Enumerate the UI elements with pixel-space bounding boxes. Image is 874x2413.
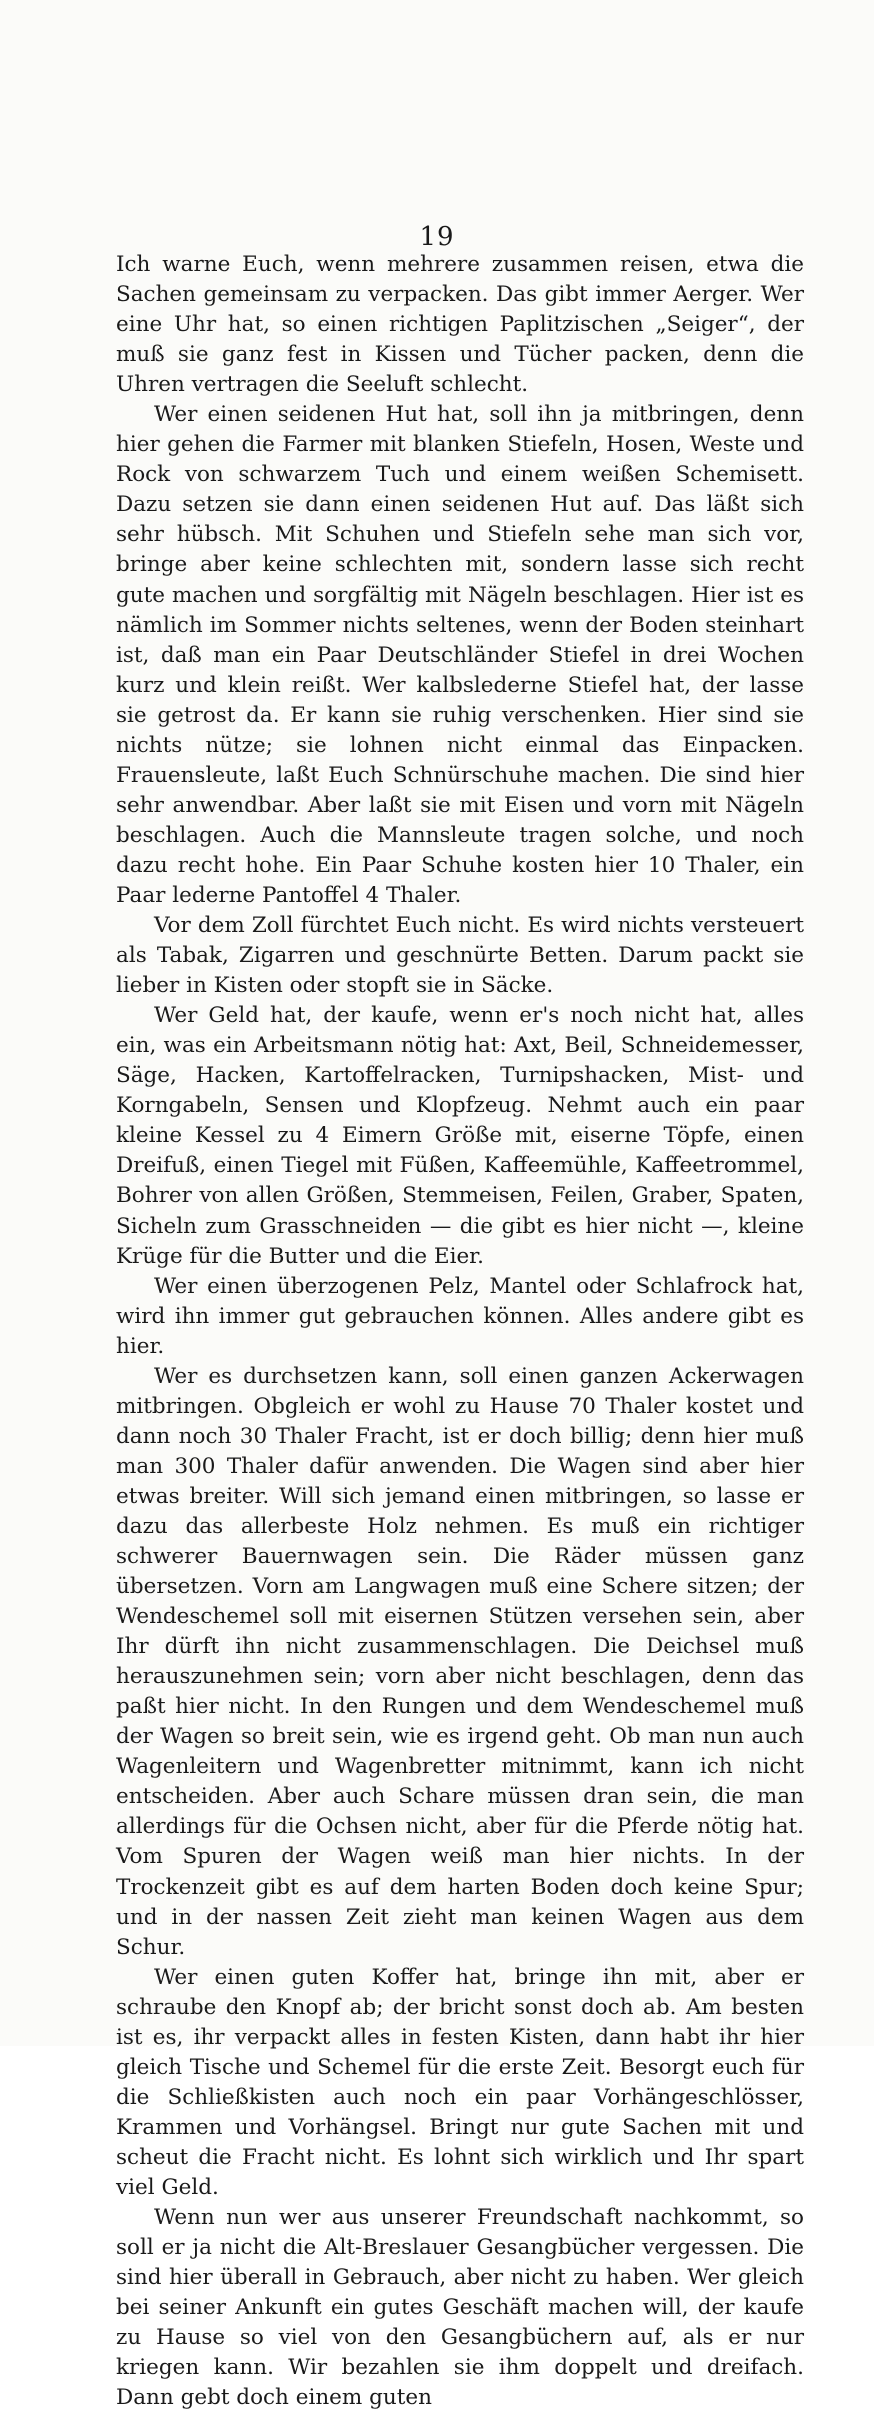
body-text bbox=[116, 250, 804, 2413]
paragraph-watch-warning: Ich warne Euch, wenn mehrere zusammen reisen, etwa die Sachen gemeinsam zu verpacken. Das gibt immer Aerger. Wer eine Uhr hat, so einen richtigen Paplitzischen „Seiger“, der muß sie ganz fest in Kissen und Tücher packen, denn die Uhren vertragen die Seeluft schlecht. bbox=[116, 252, 804, 398]
page-number: 19 bbox=[419, 222, 455, 252]
paragraph-hat-and-boots: Wer einen seidenen Hut hat, soll ihn ja mitbringen, denn hier gehen die Farmer mit blanken Stiefeln, Hosen, Weste und Rock von schwarzem Tuch und einem weißen Schemisett. Dazu setzen sie dann einen seidenen Hut auf. Das läßt sich sehr hübsch. Mit Schuhen und Stiefeln sehe man sich vor, bringe aber keine schlechten mit, sondern lasse sich recht gute machen und sorgfältig mit Nägeln beschlagen. Hier ist es nämlich im Sommer nichts seltenes, wenn der Boden steinhart ist, daß man ein Paar Deutschländer Stiefel in drei Wochen kurz und klein reißt. Wer kalbslederne Stiefel hat, der lasse sie getrost da. Er kann sie ruhig verschenken. Hier sind sie nichts nütze; sie lohnen nicht einmal das Einpacken. Frauensleute, laßt Euch Schnürschuhe machen. Die sind hier sehr anwendbar. Aber laßt sie mit Eisen und vorn mit Nägeln beschlagen. Auch die Mannsleute tragen solche, und noch dazu recht hohe. Ein Paar Schuhe kosten hier 10 Thaler, ein Paar lederne Pantoffel 4 Thaler. bbox=[116, 402, 804, 908]
paragraph-wagon: Wer es durchsetzen kann, soll einen ganzen Ackerwagen mitbringen. Obgleich er wohl zu Hause 70 Thaler kostet und dann noch 30 Thaler Fracht, ist er doch billig; denn hier muß man 300 Thaler dafür anwenden. Die Wagen sind aber hier etwas breiter. Will sich jemand einen mitbringen, so lasse er dazu das allerbeste Holz nehmen. Es muß ein richtiger schwerer Bauernwagen sein. Die Räder müssen ganz übersetzen. Vorn am Langwagen muß eine Schere sitzen; der Wendeschemel soll mit eisernen Stützen versehen sein, aber Ihr dürft ihn nicht zusammenschlagen. Die Deichsel muß herauszunehmen sein; vorn aber nicht beschlagen, denn das paßt hier nicht. In den Rungen und dem Wendeschemel muß der Wagen so breit sein, wie es irgend geht. Ob man nun auch Wagenleitern und Wagenbretter mitnimmt, kann ich nicht entscheiden. Aber auch Schare müssen dran sein, die man allerdings für die Ochsen nicht, aber für die Pferde nötig hat. Vom Spuren der Wagen weiß man hier nichts. In der Trockenzeit gibt es auf dem harten Boden doch keine Spur; und in der nassen Zeit zieht man keinen Wagen aus dem Schur. bbox=[116, 1363, 804, 1960]
paragraph-coats: Wer einen überzogenen Pelz, Mantel oder Schlafrock hat, wird ihn immer gut gebrauchen können. Alles andere gibt es hier. bbox=[116, 1273, 804, 1359]
paragraph-trunk: Wer einen guten Koffer hat, bringe ihn mit, aber er schraube den Knopf ab; der bricht sonst doch ab. Am besten ist es, ihr verpackt alles in festen Kisten, dann habt ihr hier gleich Tische und Schemel für die erste Zeit. Besorgt euch für die Schließkisten auch noch ein paar Vorhängeschlösser, Krammen und Vorhängsel. Bringt nur gute Sachen mit und scheut die Fracht nicht. Es lohnt sich wirklich und Ihr spart viel Geld. bbox=[116, 1964, 804, 2200]
paragraph-tools: Wer Geld hat, der kaufe, wenn er's noch nicht hat, alles ein, was ein Arbeitsmann nötig hat: Axt, Beil, Schneidemesser, Säge, Hacken, Kartoffelracken, Turnipshacken, Mist- und Korngabeln, Sensen und Klopfzeug. Nehmt auch ein paar kleine Kessel zu 4 Eimern Größe mit, eiserne Töpfe, einen Dreifuß, einen Tiegel mit Füßen, Kaffeemühle, Kaffeetrommel, Bohrer von allen Größen, Stemmeisen, Feilen, Graber, Spaten, Sicheln zum Grasschneiden — die gibt es hier nicht —, kleine Krüge für die Butter und die Eier. bbox=[116, 1003, 804, 1269]
paragraph-customs: Vor dem Zoll fürchtet Euch nicht. Es wird nichts versteuert als Tabak, Zigarren und geschnürte Betten. Darum packt sie lieber in Kisten oder stopft sie in Säcke. bbox=[116, 913, 804, 999]
paragraph-hymnals: Wenn nun wer aus unserer Freundschaft nachkommt, so soll er ja nicht die Alt-Breslauer Gesangbücher vergessen. Die sind hier überall in Gebrauch, aber nicht zu haben. Wer gleich bei seiner Ankunft ein gutes Geschäft machen will, der kaufe zu Hause so viel von den Gesangbüchern auf, als er nur kriegen kann. Wir bezahlen sie ihm doppelt und dreifach. Dann gebt doch einem guten bbox=[116, 2205, 804, 2411]
